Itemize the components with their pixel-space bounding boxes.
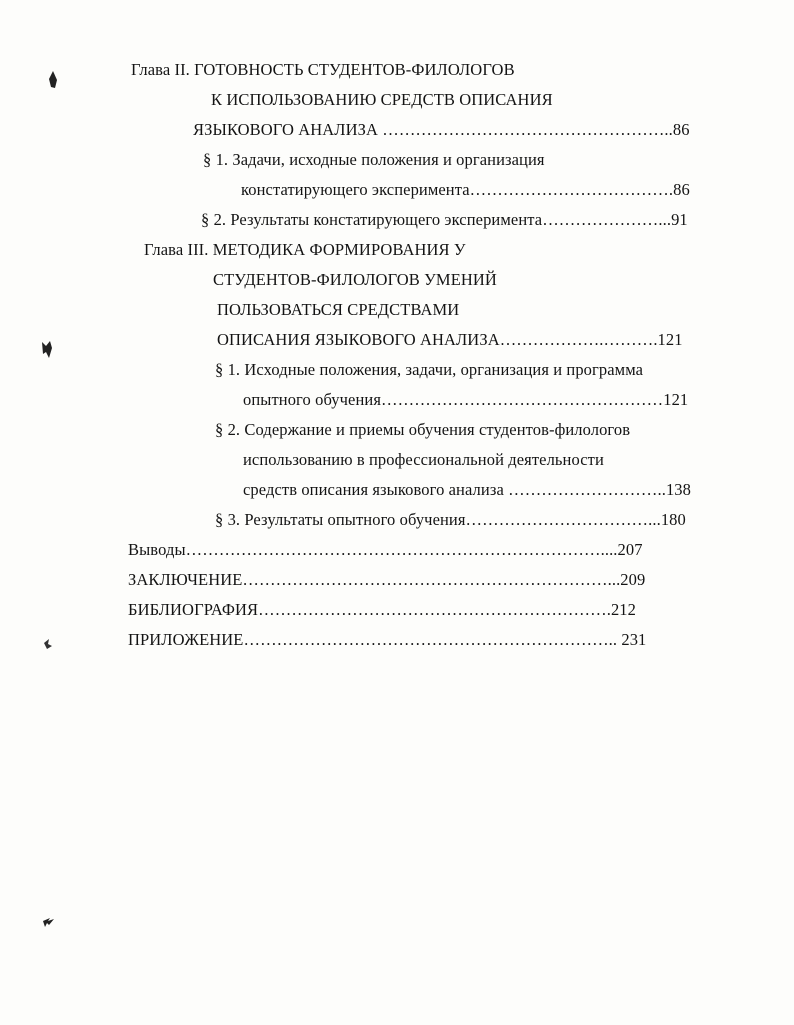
toc-ch2-section-1-line-2: констатирующего эксперимента……………………………….86 (241, 180, 690, 199)
toc-ch3-section-1-line-2: опытного обучения……………………………………………121 (243, 390, 689, 409)
toc-chapter-2-title-line-3: ЯЗЫКОВОГО АНАЛИЗА ……………………………………………..86 (193, 120, 690, 139)
toc-chapter-3-title-line-3: ПОЛЬЗОВАТЬСЯ СРЕДСТВАМИ (217, 300, 460, 319)
toc-appendix: ПРИЛОЖЕНИЕ………………………………………………………….. 231 (128, 630, 647, 649)
toc-ch3-section-2-line-3: средств описания языкового анализа ………………………..138 (243, 480, 691, 499)
toc-conclusions: Выводы…………………………………………………………………....207 (128, 540, 643, 559)
scan-artifact-mark (40, 340, 56, 360)
toc-ch3-section-3: § 3. Результаты опытного обучения……………………………...180 (215, 510, 686, 529)
toc-chapter-2-title-line-1: Глава II. ГОТОВНОСТЬ СТУДЕНТОВ-ФИЛОЛОГОВ (131, 60, 515, 79)
toc-chapter-2-title-line-2: К ИСПОЛЬЗОВАНИЮ СРЕДСТВ ОПИСАНИЯ (211, 90, 553, 109)
toc-ch2-section-1-line-1: § 1. Задачи, исходные положения и организация (203, 150, 545, 169)
toc-bibliography: БИБЛИОГРАФИЯ……………………………………………………….212 (128, 600, 636, 619)
toc-ch3-section-2-line-2: использованию в профессиональной деятельности (243, 450, 604, 469)
scan-artifact-mark (42, 637, 54, 651)
toc-ch3-section-2-line-1: § 2. Содержание и приемы обучения студентов-филологов (215, 420, 631, 439)
toc-ch3-section-1-line-1: § 1. Исходные положения, задачи, организация и программа (215, 360, 644, 379)
scan-artifact-mark (42, 915, 56, 929)
toc-chapter-3-title-line-1: Глава III. МЕТОДИКА ФОРМИРОВАНИЯ У (144, 240, 466, 259)
toc-chapter-3-title-line-2: СТУДЕНТОВ-ФИЛОЛОГОВ УМЕНИЙ (213, 270, 497, 289)
scan-artifact-mark (46, 70, 60, 90)
toc-ch2-section-2: § 2. Результаты констатирующего эксперимента…………………...91 (201, 210, 688, 229)
toc-chapter-3-title-line-4: ОПИСАНИЯ ЯЗЫКОВОГО АНАЛИЗА……………….……….121 (217, 330, 683, 349)
toc-conclusion: ЗАКЛЮЧЕНИЕ…………………………………………………………...209 (128, 570, 646, 589)
